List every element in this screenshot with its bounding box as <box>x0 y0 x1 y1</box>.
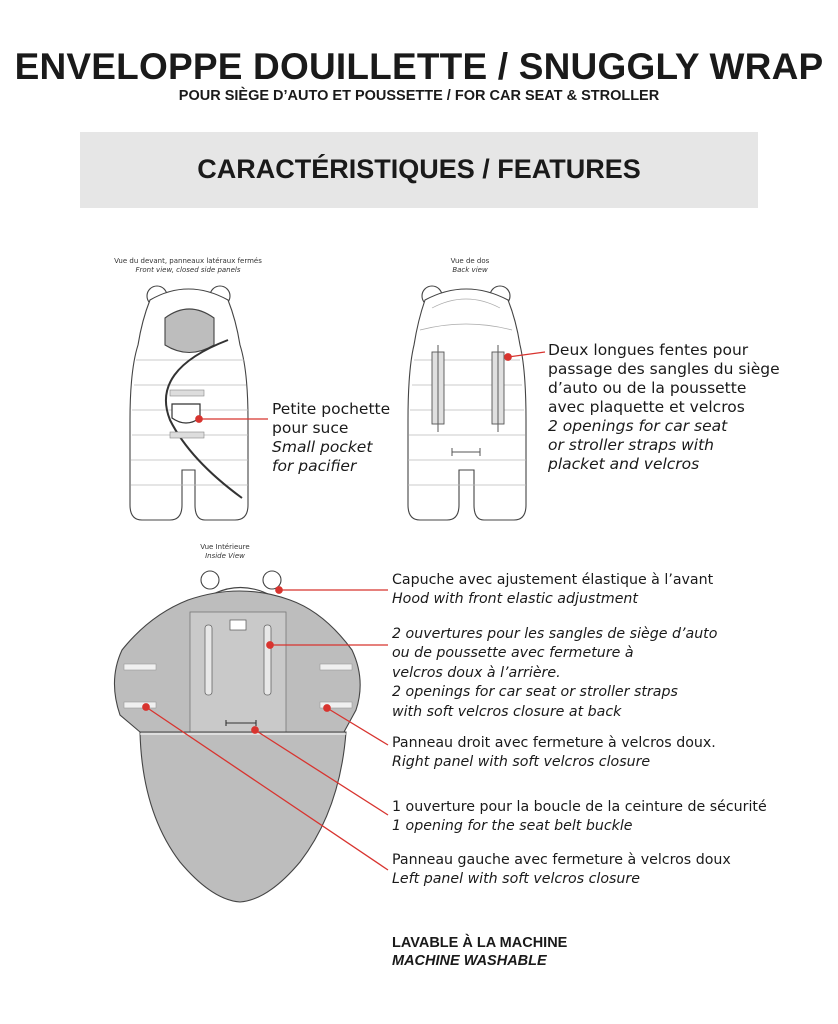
callout-buckle <box>392 798 767 837</box>
front-hood-opening <box>165 309 214 353</box>
inside-strap-left <box>205 625 212 695</box>
leader-left-panel-dot <box>143 704 149 710</box>
inside-view-label-en: Inside View <box>205 552 245 560</box>
front-view-label-fr: Vue du devant, panneaux latéraux fermés <box>114 257 262 265</box>
washing-note <box>392 934 567 970</box>
callout-openings-fr3: velcros doux à l’arrière. <box>392 664 561 681</box>
callout-openings-en1: 2 openings for car seat or stroller straps <box>392 684 678 701</box>
callout-slits-en3: placket and velcros <box>548 455 700 473</box>
back-view-label-fr: Vue de dos <box>450 257 490 265</box>
callout-hood-en: Hood with front elastic adjustment <box>392 591 638 608</box>
back-view-drawing <box>408 286 526 520</box>
inside-view-drawing <box>114 571 360 902</box>
callout-slits-fr3: d’auto ou de la poussette <box>548 379 747 397</box>
callout-openings-en2: with soft velcros closure at back <box>392 703 622 720</box>
callout-right-panel-fr: Panneau droit avec fermeture à velcros doux. <box>392 735 716 751</box>
inside-left-ear <box>201 571 219 589</box>
callout-slits-fr2: passage des sangles du siège <box>548 360 780 378</box>
inside-label-tag <box>230 620 246 630</box>
back-view-label-en: Back view <box>452 266 488 274</box>
callout-slits-fr4: avec plaquette et velcros <box>548 398 745 416</box>
front-velcro-top <box>170 390 204 396</box>
callout-pocket-fr2: pour suce <box>272 419 349 437</box>
leader-slits-dot <box>505 354 511 360</box>
callout-pocket-fr1: Petite pochette <box>272 400 391 418</box>
leader-buckle-dot <box>252 727 258 733</box>
callout-slits-en2: or stroller straps with <box>548 436 714 454</box>
leader-openings-dot <box>267 642 273 648</box>
features-heading: CARACTÉRISTIQUES / FEATURES <box>197 154 641 184</box>
callout-pocket-en2: for pacifier <box>272 457 357 475</box>
washing-note-en: MACHINE WASHABLE <box>392 953 547 969</box>
callout-left-panel-en: Left panel with soft velcros closure <box>392 871 640 888</box>
front-view-label-en: Front view, closed side panels <box>135 266 241 274</box>
callout-pocket <box>272 400 390 476</box>
callout-openings-fr2: ou de poussette avec fermeture à <box>392 645 634 662</box>
front-velcro-bottom <box>170 432 204 438</box>
callout-right-panel-en: Right panel with soft velcros closure <box>392 754 651 771</box>
callout-hood-fr: Capuche avec ajustement élastique à l’avant <box>392 572 714 588</box>
callout-openings-fr1: 2 ouvertures pour les sangles de siège d’auto <box>392 626 718 642</box>
inside-velcro-right-top <box>320 664 352 670</box>
front-view-drawing <box>130 286 248 520</box>
inside-strap-right <box>264 625 271 695</box>
washing-note-fr: LAVABLE À LA MACHINE <box>392 935 568 951</box>
callout-hood <box>392 571 713 610</box>
inside-view-label-fr: Vue Intérieure <box>200 543 250 551</box>
page-title: ENVELOPPE DOUILLETTE / SNUGGLY WRAP <box>14 46 824 87</box>
inside-velcro-left-top <box>124 664 156 670</box>
callout-right-panel <box>392 734 716 773</box>
leader-pocket-dot <box>196 416 202 422</box>
callout-buckle-en: 1 opening for the seat belt buckle <box>392 818 633 835</box>
inside-velcro-left-bottom <box>124 702 156 708</box>
callout-pocket-en1: Small pocket <box>272 438 373 456</box>
leader-right-panel-dot <box>324 705 330 711</box>
callout-left-panel <box>392 851 731 890</box>
leader-hood-dot <box>276 587 282 593</box>
callout-slits-en1: 2 openings for car seat <box>548 417 728 435</box>
callout-openings <box>392 625 717 722</box>
callout-buckle-fr: 1 ouverture pour la boucle de la ceinture de sécurité <box>392 799 767 815</box>
callout-left-panel-fr: Panneau gauche avec fermeture à velcros doux <box>392 852 731 868</box>
callout-slits <box>548 341 780 474</box>
page-subtitle: POUR SIÈGE D’AUTO ET POUSSETTE / FOR CAR SEAT & STROLLER <box>178 88 660 104</box>
callout-slits-fr1: Deux longues fentes pour <box>548 341 749 359</box>
inside-tail-panel <box>140 732 346 902</box>
